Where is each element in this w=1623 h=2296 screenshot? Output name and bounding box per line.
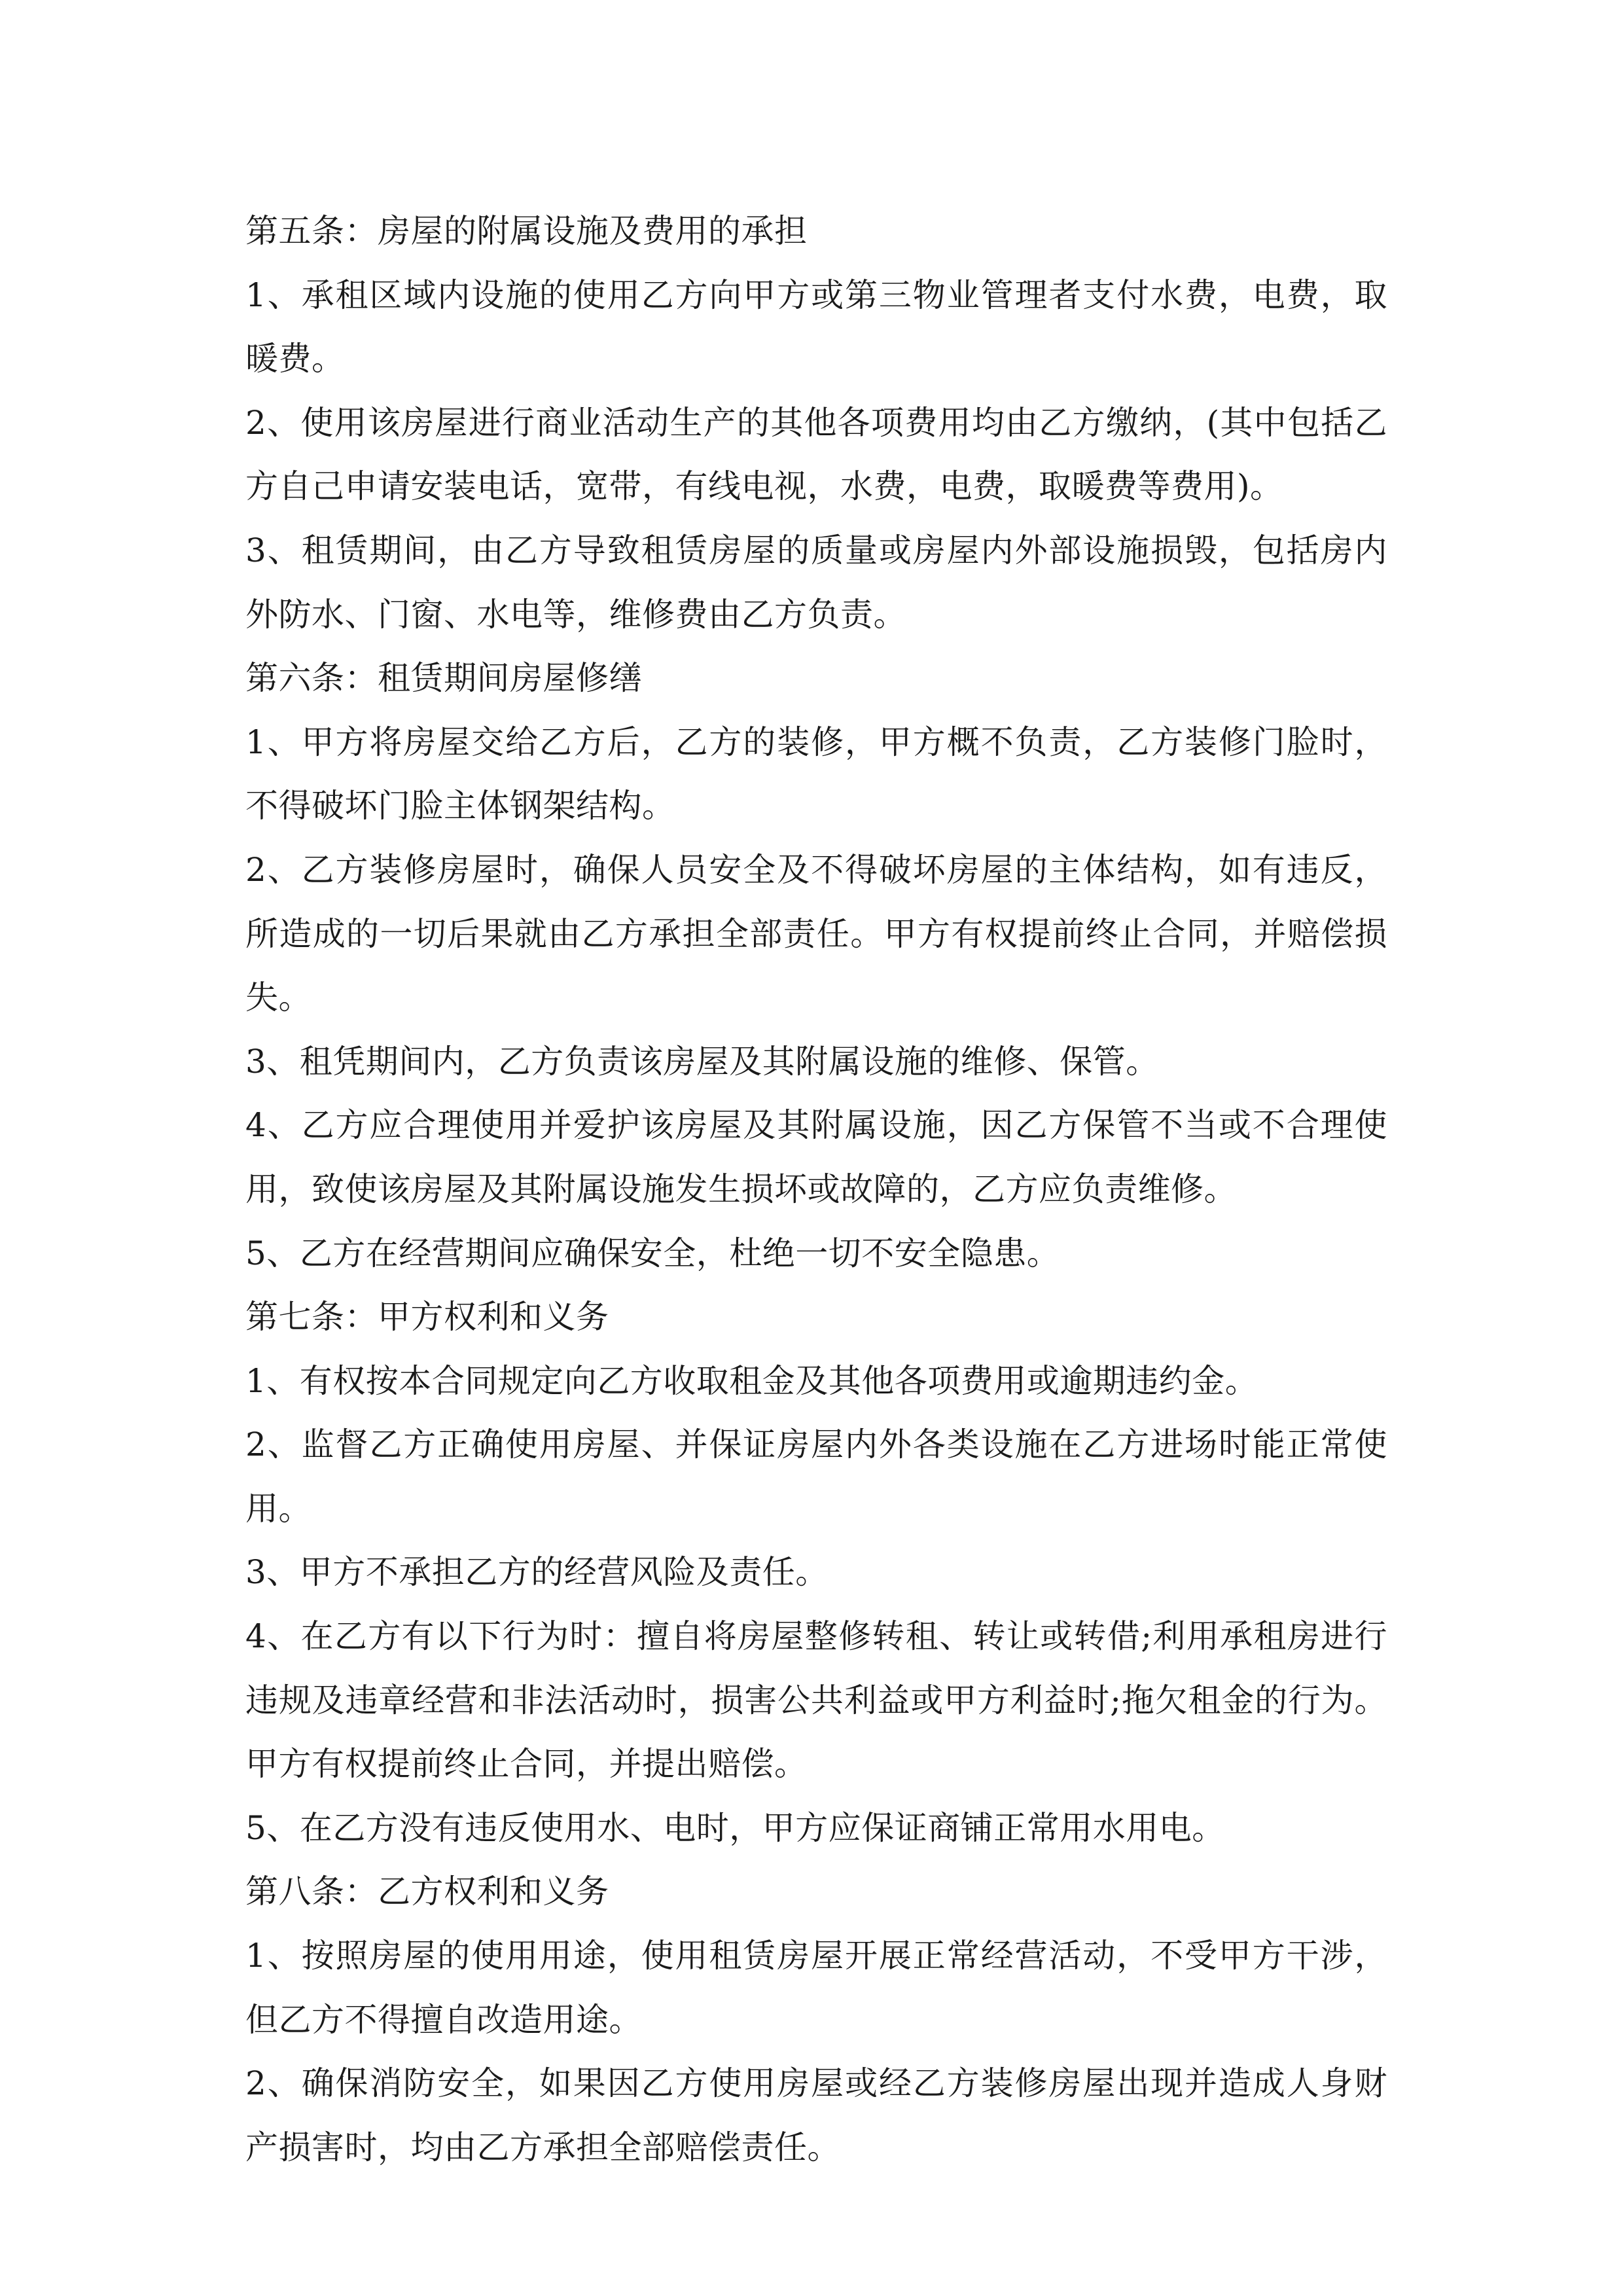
clause-item: 4、在乙方有以下行为时：擅自将房屋整修转租、转让或转借;利用承租房进行违规及违章经营和非法活动时，损害公共利益或甲方利益时;拖欠租金的行为。甲方有权提前终止合同，并提出赔偿。 — [245, 1617, 1387, 1784]
clause-item: 5、在乙方没有违反使用水、电时，甲方应保证商铺正常用水用电。 — [245, 1808, 1225, 1847]
section-heading: 第五条：房屋的附属设施及费用的承担 — [245, 212, 808, 250]
clause-item: 2、确保消防安全，如果因乙方使用房屋或经乙方装修房屋出现并造成人身财产损害时，均由乙方承担全部赔偿责任。 — [245, 2064, 1387, 2166]
document-body — [245, 200, 1387, 2179]
clause-item: 1、甲方将房屋交给乙方后，乙方的装修，甲方概不负责，乙方装修门脸时，不得破坏门脸主体钢架结构。 — [245, 723, 1387, 825]
clause-item: 1、承租区域内设施的使用乙方向甲方或第三物业管理者支付水费，电费，取暖费。 — [245, 276, 1387, 378]
clause-item: 1、有权按本合同规定向乙方收取租金及其他各项费用或逾期违约金。 — [245, 1361, 1258, 1400]
clause-item: 1、按照房屋的使用用途，使用租赁房屋开展正常经营活动，不受甲方干涉，但乙方不得擅自改造用途。 — [245, 1937, 1387, 2039]
clause-item: 2、监督乙方正确使用房屋、并保证房屋内外各类设施在乙方进场时能正常使用。 — [245, 1426, 1387, 1528]
section-heading: 第七条：甲方权利和义务 — [245, 1298, 609, 1336]
clause-item: 2、使用该房屋进行商业活动生产的其他各项费用均由乙方缴纳，(其中包括乙方自己申请安装电话，宽带，有线电视，水费，电费，取暖费等费用)。 — [245, 403, 1387, 506]
clause-item: 3、租赁期间，由乙方导致租赁房屋的质量或房屋内外部设施损毁，包括房内外防水、门窗、水电等，维修费由乙方负责。 — [245, 531, 1387, 634]
clause-item: 4、乙方应合理使用并爱护该房屋及其附属设施，因乙方保管不当或不合理使用，致使该房屋及其附属设施发生损坏或故障的，乙方应负责维修。 — [245, 1106, 1387, 1208]
clause-item: 5、乙方在经营期间应确保安全，杜绝一切不安全隐患。 — [245, 1234, 1060, 1272]
clause-item: 2、乙方装修房屋时，确保人员安全及不得破坏房屋的主体结构，如有违反，所造成的一切后果就由乙方承担全部责任。甲方有权提前终止合同，并赔偿损失。 — [245, 850, 1387, 1017]
clause-item: 3、甲方不承担乙方的经营风险及责任。 — [245, 1553, 829, 1592]
section-heading: 第八条：乙方权利和义务 — [245, 1873, 609, 1911]
clause-item: 3、租凭期间内，乙方负责该房屋及其附属设施的维修、保管。 — [245, 1042, 1159, 1081]
section-heading: 第六条：租赁期间房屋修缮 — [245, 659, 642, 698]
